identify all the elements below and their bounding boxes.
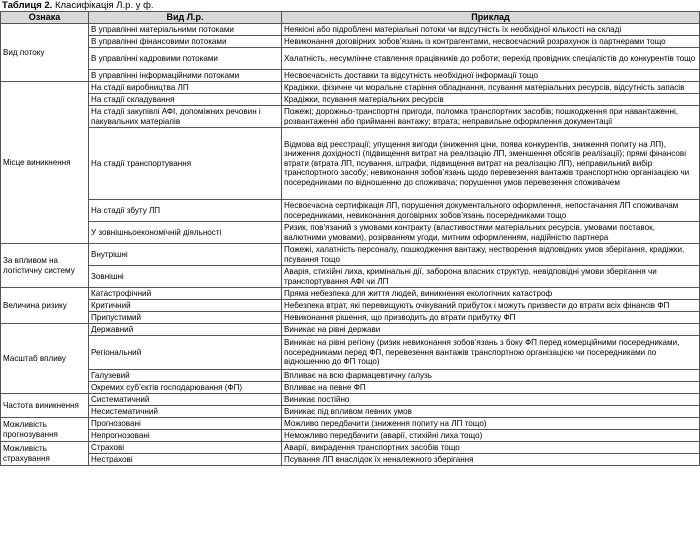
- classification-table: [0, 11, 700, 466]
- example-cell: Пожежі, халатність персоналу, пошкодження вантажу, нестворення відповідних умов зберігання, крадіжки, псування тощо: [282, 244, 700, 266]
- risk-type-cell: Окремих суб’єктів господарювання (ФП): [89, 382, 282, 394]
- risk-type-cell: На стадії виробництва ЛП: [89, 82, 282, 94]
- table-row: [1, 430, 700, 442]
- table-row: [1, 48, 700, 70]
- table-row: [1, 94, 700, 106]
- header-example: Приклад: [282, 12, 700, 24]
- risk-type-cell: Регіональний: [89, 336, 282, 370]
- risk-type-cell: Непрогнозовані: [89, 430, 282, 442]
- header-feature: Ознака: [1, 12, 89, 24]
- risk-type-cell: На стадії збуту ЛП: [89, 200, 282, 222]
- caption-text: Класифікація Л.р. у ф.: [54, 0, 154, 11]
- table-row: [1, 394, 700, 406]
- example-cell: Неможливо передбачити (аварії, стихійні лиха тощо): [282, 430, 700, 442]
- example-cell: Крадіжки, фізичне чи моральне старіння обладнання, псування матеріальних ресурсів, відсутність запасів: [282, 82, 700, 94]
- example-cell: Невиконання договірних зобов’язань із контрагентами, несвоєчасний розрахунок із партнерами тощо: [282, 36, 700, 48]
- table-row: [1, 70, 700, 82]
- risk-type-cell: В управлінні фінансовими потоками: [89, 36, 282, 48]
- table-row: [1, 382, 700, 394]
- example-cell: Халатність, несумлінне ставлення працівників до роботи; перехід провідних спеціалістів до конкурентів тощо: [282, 48, 700, 70]
- risk-type-cell: У зовнішньоекономічній діяльності: [89, 222, 282, 244]
- table-row: [1, 300, 700, 312]
- risk-type-cell: Державний: [89, 324, 282, 336]
- table-row: [1, 266, 700, 288]
- example-cell: Крадіжки, псування матеріальних ресурсів: [282, 94, 700, 106]
- category-cell: Вид потоку: [1, 24, 89, 82]
- risk-type-cell: Прогнозовані: [89, 418, 282, 430]
- caption-label: Таблиця 2.: [2, 0, 53, 11]
- example-cell: Пряма небезпека для життя людей, виникнення екологічних катастроф: [282, 288, 700, 300]
- table-row: [1, 106, 700, 128]
- example-cell: Аварії, викрадення транспортних засобів тощо: [282, 442, 700, 454]
- example-cell: Впливає на всю фармацевтичну галузь: [282, 370, 700, 382]
- example-cell: Виникає на рівні регіону (ризик невиконання зобов’язань з боку ФП перед комерційними посередниками, посередниками перед ФП, перевезення вантажів транспортною організацією чи посередниками по відношенню до ФП тощо): [282, 336, 700, 370]
- category-cell: Частота виникнення: [1, 394, 89, 418]
- example-cell: Несвоєчасна сертифікація ЛП, порушення документального оформлення, непостачання ЛП споживачам посередниками, невиконання договірних зобов’язань посередниками тощо: [282, 200, 700, 222]
- table-row: [1, 370, 700, 382]
- category-cell: Величина ризику: [1, 288, 89, 324]
- table-row: [1, 128, 700, 200]
- risk-type-cell: В управлінні матеріальними потоками: [89, 24, 282, 36]
- example-cell: Неякісні або підроблені матеріальні потоки чи відсутність їх необхідної кількості на складі: [282, 24, 700, 36]
- table-row: [1, 36, 700, 48]
- table-row: [1, 336, 700, 370]
- table-row: [1, 406, 700, 418]
- table-row: [1, 244, 700, 266]
- risk-type-cell: Припустимий: [89, 312, 282, 324]
- example-cell: Ризик, пов’язаний з умовами контракту (властивостями матеріальних ресурсів, умовами поставок, валютними умовами), розірванням угоди, митним оформленням, надійністю партнера: [282, 222, 700, 244]
- category-cell: Місце виникнення: [1, 82, 89, 244]
- risk-type-cell: Галузевий: [89, 370, 282, 382]
- example-cell: Псування ЛП внаслідок їх неналежного зберігання: [282, 454, 700, 466]
- category-cell: За впливом на логістичну систему: [1, 244, 89, 288]
- category-cell: Масштаб впливу: [1, 324, 89, 394]
- example-cell: Впливає на певне ФП: [282, 382, 700, 394]
- risk-type-cell: Внутрішні: [89, 244, 282, 266]
- category-cell: Можливість страхування: [1, 442, 89, 466]
- risk-type-cell: Нестрахові: [89, 454, 282, 466]
- table-row: [1, 418, 700, 430]
- category-cell: Можливість прогнозування: [1, 418, 89, 442]
- table-row: [1, 222, 700, 244]
- example-cell: Небезпека втрат, які перевищують очікуваний прибуток і можуть призвести до втрати всіх фінансів ФП: [282, 300, 700, 312]
- example-cell: Аварія, стихійні лиха, кримінальні дії, заборона власних структур, невідповідні умови зберігання чи транспортування АФІ чи ЛП: [282, 266, 700, 288]
- header-row: [1, 12, 700, 24]
- risk-type-cell: На стадії закупівлі АФІ, допоміжних речовин і пакувальних матеріалів: [89, 106, 282, 128]
- risk-type-cell: На стадії транспортування: [89, 128, 282, 200]
- table-row: [1, 82, 700, 94]
- table-body: [1, 24, 700, 466]
- risk-type-cell: В управлінні кадровими потоками: [89, 48, 282, 70]
- risk-type-cell: Несистематичний: [89, 406, 282, 418]
- table-caption: [2, 0, 154, 11]
- risk-type-cell: Зовнішні: [89, 266, 282, 288]
- table-row: [1, 324, 700, 336]
- risk-type-cell: Катастрофічний: [89, 288, 282, 300]
- header-risk-type: Вид Л.р.: [89, 12, 282, 24]
- example-cell: Пожежі; дорожньо-транспортні пригоди, поломка транспортних засобів; пошкодження при навантаженні, розвантаженні або прийманні вантажу; втрата; неправильне оформлення документації: [282, 106, 700, 128]
- example-cell: Можливо передбачити (зниження попиту на ЛП тощо): [282, 418, 700, 430]
- risk-type-cell: На стадії складування: [89, 94, 282, 106]
- table-row: [1, 200, 700, 222]
- example-cell: Невиконання рішення, що призводить до втрати прибутку ФП: [282, 312, 700, 324]
- table-row: [1, 312, 700, 324]
- example-cell: Відмова від реєстрації; упущення вигоди (зниження ціни, поява конкурентів, зниження попиту на ЛП), зниження дохідності (підвищення витрат на реалізацію ЛП, зменшення обсягів реалізації); прямі фінансові втрати (втрата ЛП, псування, штрафи, підвищення витрат на реалізацію ЛП), неправильний вибір транспортного засобу; невиконання зобов’язань щодо перевезення вантажів транспортною організацією чи посередниками по відношенню до споживача; порушення умов перевезення споживачем: [282, 128, 700, 200]
- table-row: [1, 454, 700, 466]
- risk-type-cell: Критичний: [89, 300, 282, 312]
- table-row: [1, 24, 700, 36]
- risk-type-cell: В управлінні інформаційними потоками: [89, 70, 282, 82]
- table-row: [1, 442, 700, 454]
- risk-type-cell: Страхові: [89, 442, 282, 454]
- example-cell: Виникає на рівні держави: [282, 324, 700, 336]
- risk-type-cell: Систематичний: [89, 394, 282, 406]
- example-cell: Виникає постійно: [282, 394, 700, 406]
- example-cell: Виникає під впливом певних умов: [282, 406, 700, 418]
- example-cell: Несвоєчасність доставки та відсутність необхідної інформації тощо: [282, 70, 700, 82]
- table-row: [1, 288, 700, 300]
